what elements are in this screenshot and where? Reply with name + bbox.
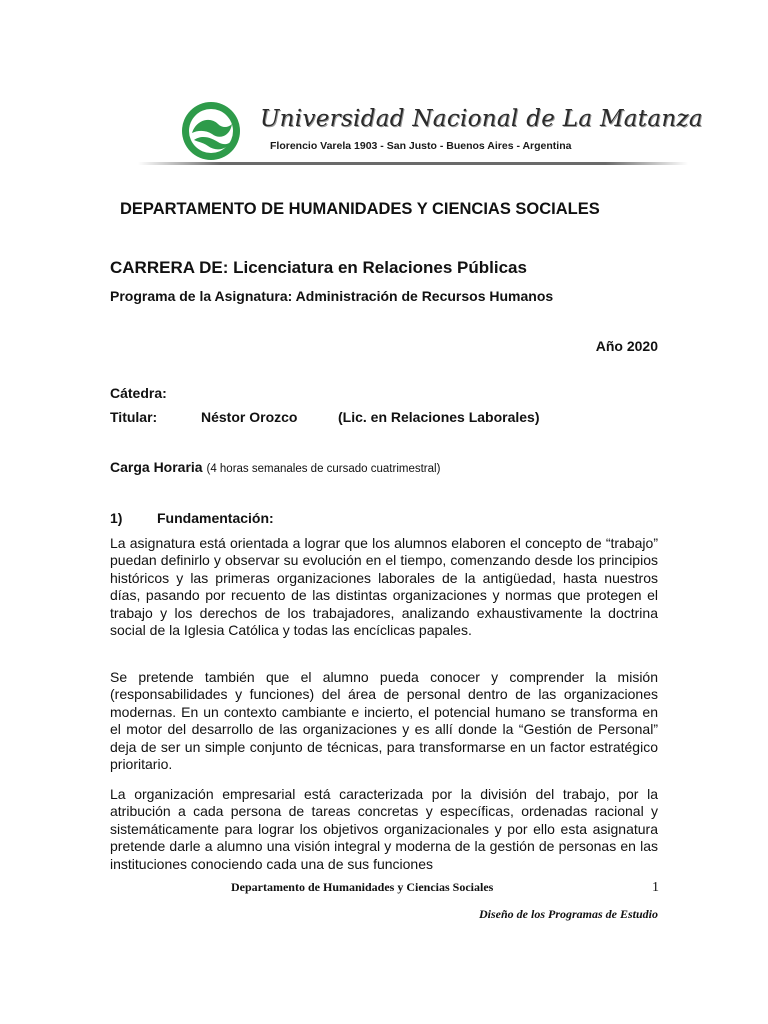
footer-design-note: Diseño de los Programas de Estudio (478, 907, 658, 921)
footer-department: Departamento de Humanidades y Ciencias Sociales (231, 880, 494, 894)
university-address: Florencio Varela 1903 - San Justo - Buenos Aires - Argentina (270, 140, 572, 152)
paragraph: La asignatura está orientada a lograr que los alumnos elaboren el concepto de “trabajo” puedan definirlo y observar su evolución en el tiempo, comenzando desde los principios históricos y las primeras organizaciones laborales de la antigüedad, hasta nuestros días, pasando por recuento de las distintas organizaciones y normas que protegen el trabajo y los derechos de los trabajadores, analizando exhaustivamente la doctrina social de la Iglesia Católica y todas las encíclicas papales. (110, 535, 658, 639)
section-title: Fundamentación: (157, 510, 274, 526)
workload-label: Carga Horaria (110, 459, 203, 475)
letterhead (130, 96, 703, 168)
university-logo-icon (180, 100, 242, 162)
chair-label: Cátedra: (110, 385, 167, 401)
workload-line (110, 459, 440, 475)
paragraph: La organización empresarial está caracterizada por la división del trabajo, por la atribución a cada persona de tareas concretas y específicas, ordenadas racional y sistemáticamente para lograr los objetivos organizacionales y por ello esta asignatura pretende darle a alumno una visión integral y moderna de la gestión de personas en las instituciones conociendo cada una de sus funciones (110, 786, 658, 872)
section-number: 1) (110, 510, 123, 526)
header-divider (138, 162, 688, 165)
career-heading: CARRERA DE: Licenciatura en Relaciones Públicas (110, 258, 527, 277)
holder-name: Néstor Orozco (201, 409, 298, 425)
paragraph: Se pretende también que el alumno pueda conocer y comprender la misión (responsabilidades y funciones) del área de personal dentro de las organizaciones modernas. En un contexto cambiante e incierto, el potencial humano se transforma en el motor del desarrollo de las organizaciones y es allí donde la “Gestión de Personal” deja de ser un simple conjunto de técnicas, para transformarse en un factor estratégico prioritario. (110, 669, 658, 773)
workload-detail: (4 horas semanales de cursado cuatrimestral) (206, 463, 441, 475)
program-heading: Programa de la Asignatura: Administración de Recursos Humanos (110, 288, 554, 304)
holder-label: Titular: (110, 409, 158, 425)
year-label: Año 2020 (595, 338, 658, 354)
department-title: DEPARTAMENTO DE HUMANIDADES Y CIENCIAS SOCIALES (120, 200, 600, 218)
university-name: Universidad Nacional de La Matanza (260, 106, 703, 132)
page-number: 1 (652, 880, 659, 895)
holder-title: (Lic. en Relaciones Laborales) (338, 409, 540, 425)
